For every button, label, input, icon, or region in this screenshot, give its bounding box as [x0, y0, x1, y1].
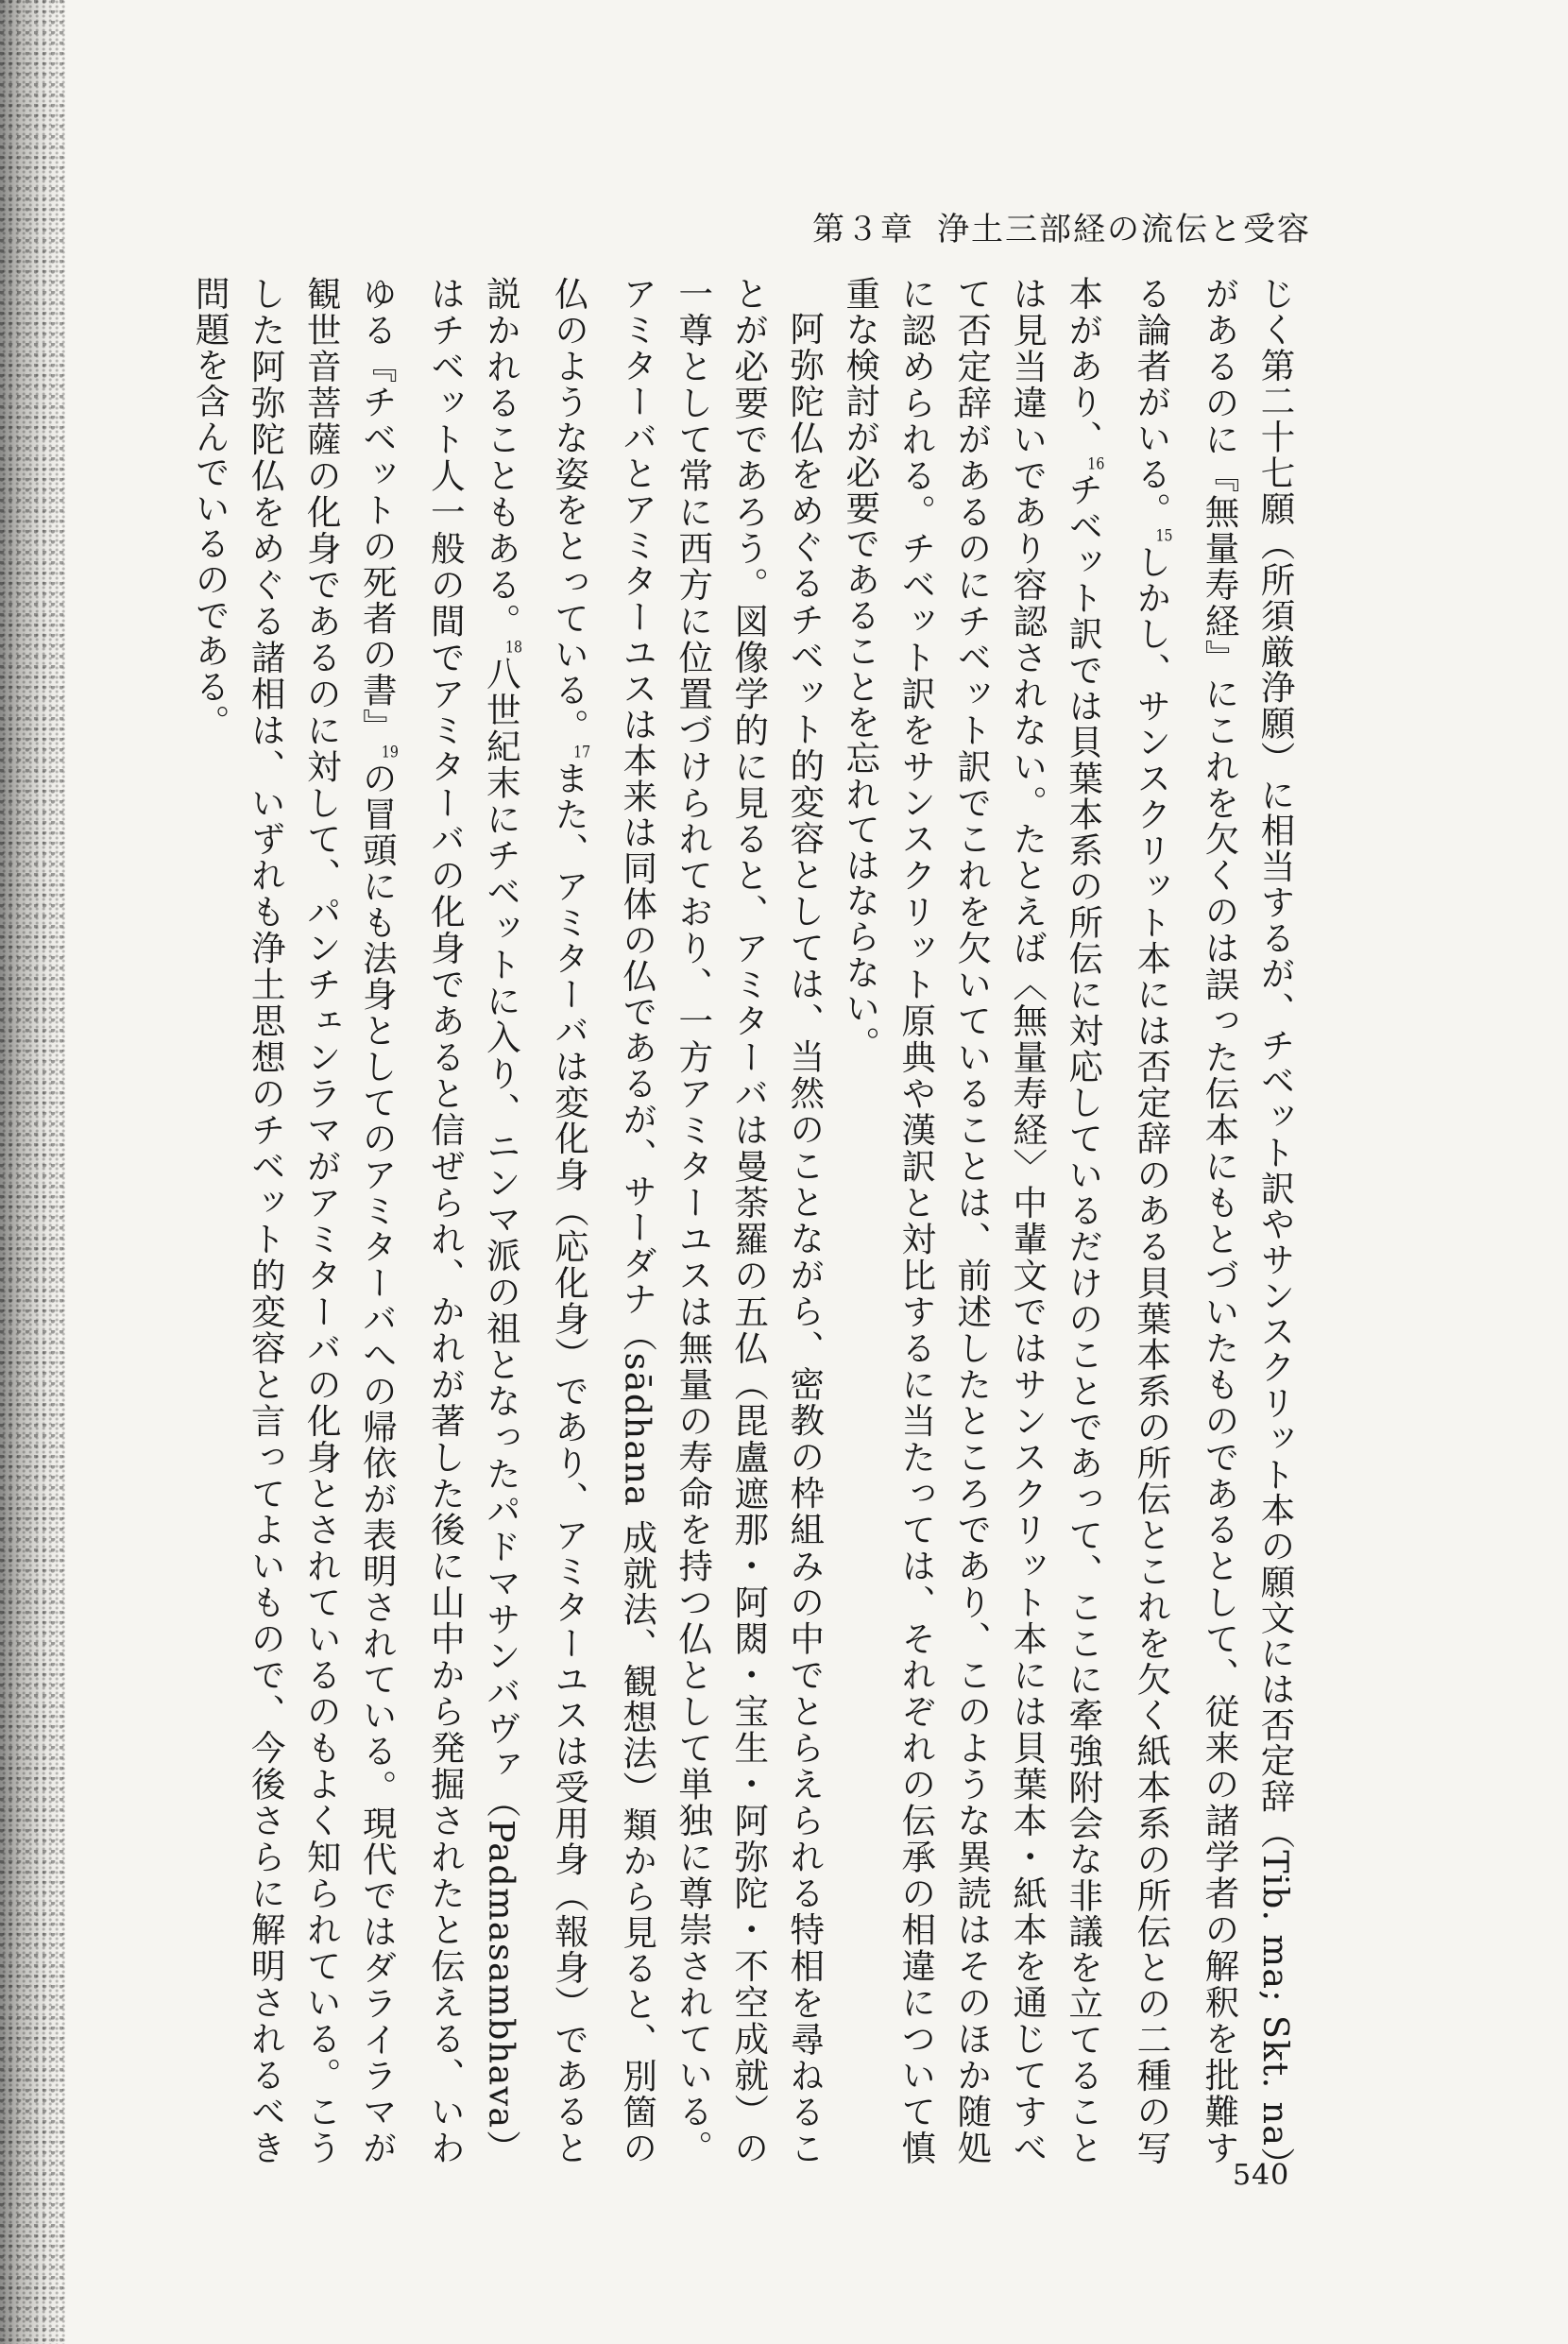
chapter-title: 浄土三部経の流伝と受容 [937, 211, 1311, 248]
footnote-marker: 16 [1087, 455, 1105, 472]
paragraph [833, 276, 1304, 2165]
text-run: チベット訳では貝葉本系の所伝に対応しているだけのことであって、ここに牽強附会な非議を立てることは見当違いであり容認されない。たとえば〈無量寿経〉中輩文ではサンスクリット本には貝葉本・紙本を通じてすべて否定辞があるのにチベット訳でこれを欠いていることは、前述したところであり、このような異読はそのほか随処に認められる。チベット訳をサンスクリット原典や漢訳と対比するに当たっては、それぞれの伝承の相違について慎重な検討が必要であることを忘れてはならない。 [840, 276, 1104, 2165]
text-run: また、アミターバは変化身（応化身）であり、アミターユスは受用身（報身）であると説かれることもある。 [481, 276, 590, 2166]
page-number: 540 [1233, 2159, 1290, 2192]
text-run: 八世紀末にチベットに入り、ニンマ派の祖となったパドマサンバヴァ（Padmasambhava）はチベット人一般の間でアミターバの化身であると信ぜられ、かれが著した後に山中から発掘されたと伝える、いわゆる『チベットの死者の書』 [357, 276, 522, 2165]
scan-shadow-edge [0, 0, 66, 2344]
running-header [812, 203, 1311, 249]
footnote-marker: 17 [573, 744, 591, 761]
footnote-marker: 18 [504, 640, 523, 656]
text-run: しかし、サンスクリット本には否定辞のある貝葉本系の所伝とこれを欠く紙本系の所伝との二種の写本があり、 [1063, 276, 1172, 2166]
footnote-marker: 19 [381, 744, 399, 761]
chapter-number: 第３章 [812, 211, 914, 248]
text-run: 阿弥陀仏をめぐるチベット的変容としては、当然のことながら、密教の枠組みの中でとらえられる特相を尋ねることが必要であろう。図像学的に見ると、アミターバは曼荼羅の五仏（毘盧遮那・阿閦・宝生・阿弥陀・不空成就）の一尊として常に西方に位置づけられており、一方アミターユスは無量の寿命を持つ仏として単独に尊崇されている。アミターバとアミターユスは本来は同体の仏であるが、サーダナ（sādhana 成就法、観想法）類から見ると、別箇の仏のような姿をとっている。 [549, 276, 826, 2165]
footnote-marker: 15 [1155, 528, 1173, 544]
body-text [170, 276, 1304, 2165]
paragraph [182, 276, 832, 2165]
text-run: の冒頭にも法身としてのアミターバへの帰依が表明されている。現代ではダライラマが観世音菩薩の化身であるのに対して、パンチェンラマがアミターバの化身とされているのもよく知られている。こうした阿弥陀仏をめぐる諸相は、いずれも浄土思想のチベット的変容と言ってよいもので、今後さらに解明されるべき問題を含んでいるのである。 [190, 276, 399, 2166]
text-run: じく第二十七願（所須厳浄願）に相当するが、チベット訳やサンスクリット本の願文には否定辞（Tib. ma; Skt. na）があるのに『無量寿経』にこれを欠くのは誤った伝本にもとづいたものであるとして、従来の諸学者の解釈を批難する論者がいる。 [1131, 276, 1296, 2165]
